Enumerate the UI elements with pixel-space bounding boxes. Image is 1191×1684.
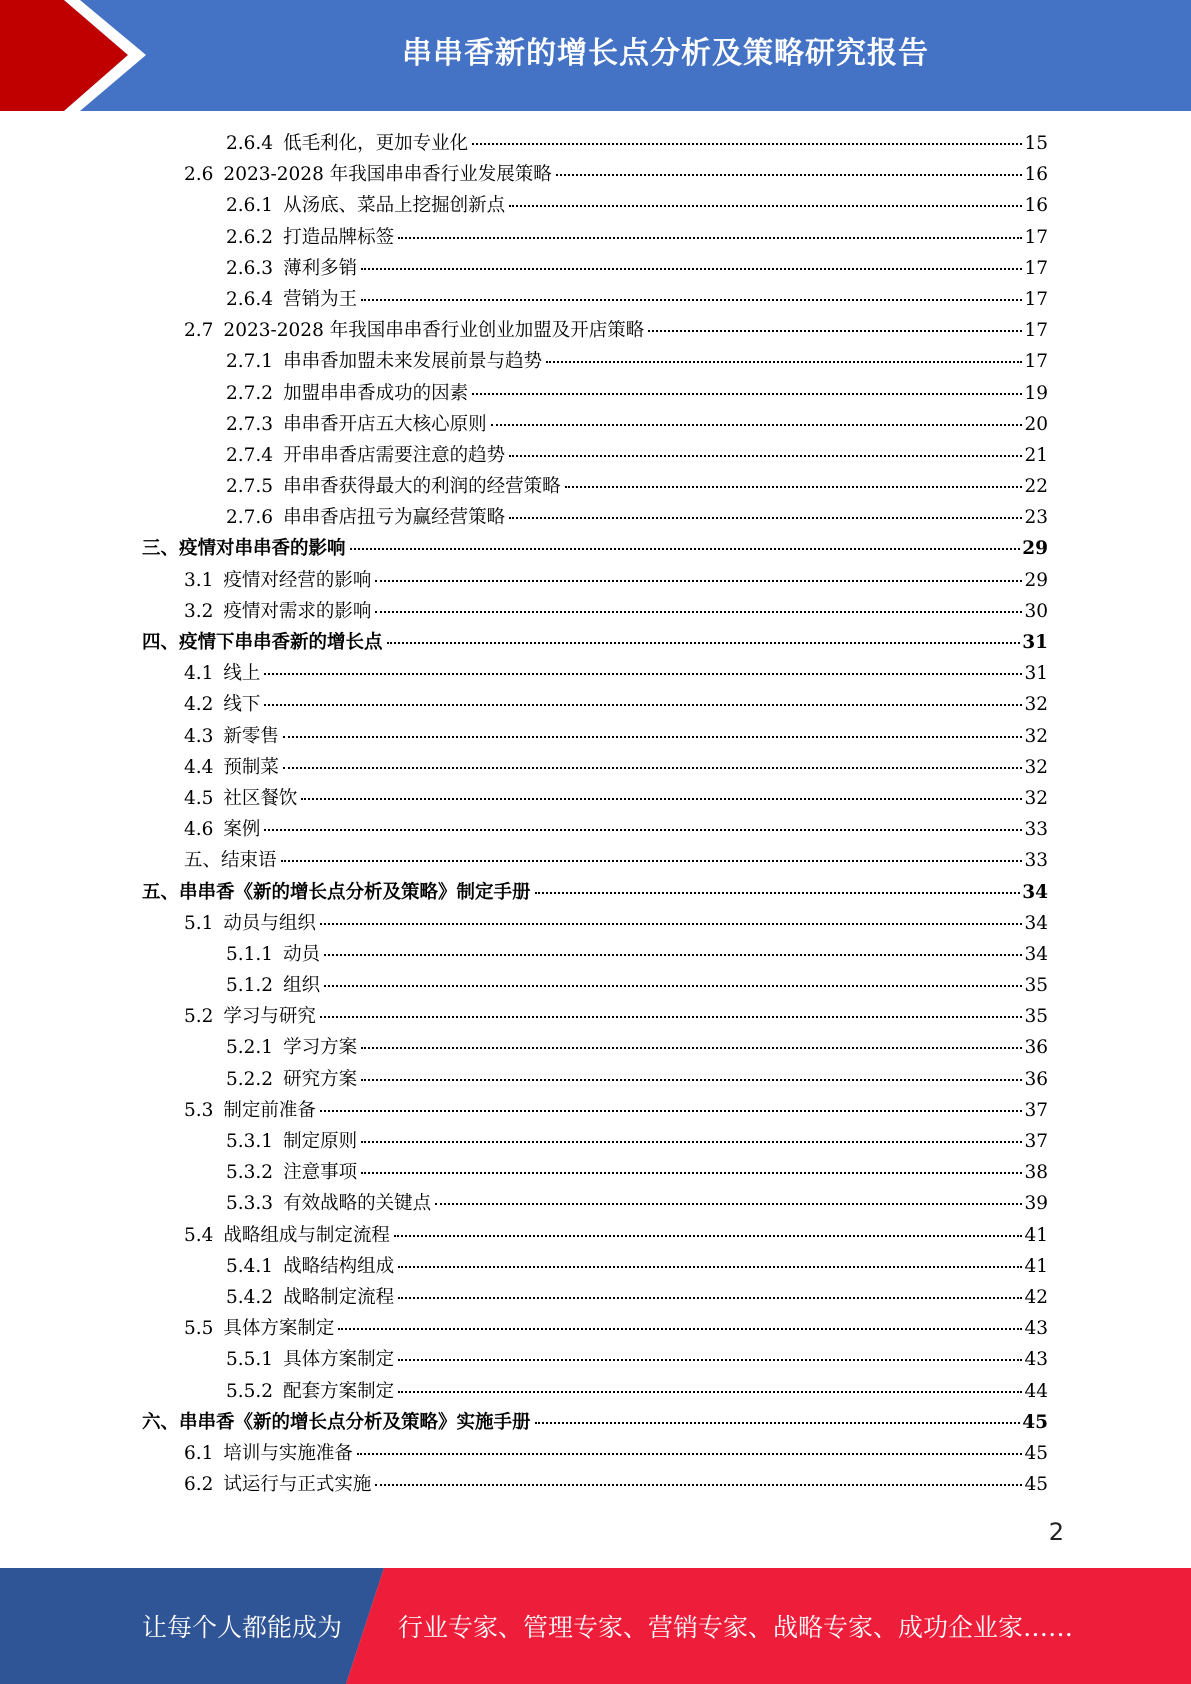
toc-entry-title: 营销为王 (283, 288, 358, 310)
toc-dot-leader (338, 1328, 1022, 1330)
toc-dot-leader (320, 1110, 1023, 1112)
toc-entry-page: 23 (1024, 507, 1048, 529)
toc-entry-page: 20 (1024, 413, 1048, 435)
toc-entry-number: 4.6 (184, 819, 214, 841)
toc-entry[interactable] (142, 346, 1048, 377)
toc-dot-leader (509, 455, 1022, 457)
toc-entry-number: 4.2 (184, 694, 214, 716)
toc-entry-number: 2.7.6 (226, 507, 274, 529)
toc-entry-number: 5.5.1 (226, 1349, 274, 1371)
toc-entry-title: 线上 (223, 663, 261, 685)
toc-entry-page: 34 (1024, 912, 1048, 934)
toc-entry[interactable] (142, 1064, 1048, 1095)
toc-entry[interactable] (142, 1282, 1048, 1313)
toc-entry-title: 学习方案 (283, 1037, 358, 1059)
toc-entry-title: 制定原则 (283, 1131, 358, 1152)
toc-dot-leader (375, 611, 1022, 613)
toc-dot-leader (324, 954, 1022, 956)
toc-entry[interactable] (142, 128, 1048, 159)
toc-entry[interactable] (142, 689, 1048, 720)
toc-entry[interactable] (142, 378, 1048, 409)
toc-entry[interactable] (142, 939, 1048, 970)
toc-entry-page: 35 (1024, 1006, 1048, 1028)
toc-entry-number: 2.6.4 (226, 133, 274, 154)
toc-dot-leader (264, 829, 1022, 831)
toc-entry-number: 5.5.2 (226, 1380, 274, 1402)
toc-entry-title: 战略组成与制定流程 (223, 1224, 390, 1246)
toc-entry-number: 5.1.2 (226, 975, 274, 997)
toc-entry-page: 38 (1024, 1162, 1048, 1184)
toc-entry-page: 17 (1024, 257, 1048, 279)
toc-dot-leader (509, 205, 1022, 207)
toc-entry[interactable] (142, 658, 1048, 689)
footer-slogan-right: 行业专家、管理专家、营销专家、战略专家、成功企业家…… (398, 1613, 1074, 1642)
toc-entry-page: 37 (1024, 1099, 1048, 1121)
toc-dot-leader (546, 361, 1022, 363)
toc-entry[interactable] (142, 190, 1048, 221)
toc-entry-page: 32 (1024, 787, 1048, 809)
toc-entry-title: 六、串串香《新的增长点分析及策略》实施手册 (142, 1411, 531, 1433)
toc-dot-leader (648, 330, 1022, 332)
toc-entry-title: 具体方案制定 (283, 1349, 395, 1371)
page-footer (0, 1568, 1191, 1684)
toc-entry[interactable] (142, 1220, 1048, 1251)
toc-entry[interactable] (142, 440, 1048, 471)
toc-entry-page: 41 (1024, 1255, 1048, 1277)
toc-entry-number: 5.3.3 (226, 1193, 274, 1215)
toc-entry-title: 串串香加盟未来发展前景与趋势 (283, 351, 543, 373)
toc-entry-page: 33 (1024, 850, 1048, 872)
toc-entry[interactable] (142, 1438, 1048, 1469)
toc-entry[interactable] (142, 721, 1048, 752)
toc-entry[interactable] (142, 877, 1048, 908)
toc-dot-leader (264, 673, 1022, 675)
footer-slogan-left: 让每个人都能成为 (142, 1613, 343, 1642)
toc-entry[interactable] (142, 471, 1048, 502)
toc-entry[interactable] (142, 1376, 1048, 1407)
page-header (0, 0, 1191, 111)
toc-entry-page: 41 (1024, 1224, 1048, 1246)
toc-dot-leader (264, 704, 1022, 706)
toc-entry[interactable] (142, 970, 1048, 1001)
toc-entry-number: 5.3.1 (226, 1131, 274, 1152)
toc-entry-page: 22 (1024, 476, 1048, 498)
toc-entry-title: 动员与组织 (223, 912, 316, 934)
toc-entry-page: 31 (1024, 663, 1048, 685)
toc-entry-title: 培训与实施准备 (223, 1442, 353, 1464)
toc-entry-page: 19 (1024, 382, 1048, 404)
toc-dot-leader (320, 923, 1023, 925)
toc-entry-number: 2.6.1 (226, 195, 274, 217)
toc-dot-leader (398, 1266, 1022, 1268)
toc-entry[interactable] (142, 1313, 1048, 1344)
toc-entry-title: 薄利多销 (283, 257, 358, 279)
toc-entry[interactable] (142, 565, 1048, 596)
toc-entry[interactable] (142, 908, 1048, 939)
toc-entry-page: 15 (1024, 133, 1048, 154)
toc-entry-title: 配套方案制定 (283, 1380, 395, 1402)
toc-entry-number: 5.5 (184, 1318, 214, 1340)
toc-entry-title: 制定前准备 (223, 1099, 316, 1121)
toc-entry-title: 五、结束语 (184, 850, 277, 872)
toc-entry-number: 3.1 (184, 569, 214, 591)
toc-entry-page: 44 (1024, 1380, 1048, 1402)
toc-entry[interactable] (142, 284, 1048, 315)
toc-entry-number: 3.2 (184, 600, 214, 622)
toc-entry-number: 2.6.4 (226, 288, 274, 310)
toc-entry-page: 43 (1024, 1349, 1048, 1371)
toc-dot-leader (491, 424, 1023, 426)
toc-dot-leader (324, 985, 1022, 987)
toc-entry-number: 5.1 (184, 912, 214, 934)
toc-entry-title: 战略制定流程 (283, 1286, 395, 1308)
toc-entry[interactable] (142, 1095, 1048, 1126)
toc-entry[interactable] (142, 533, 1048, 564)
toc-dot-leader (435, 1203, 1022, 1205)
toc-entry-title: 组织 (283, 975, 321, 997)
toc-entry-number: 6.2 (184, 1474, 214, 1496)
toc-dot-leader (375, 580, 1022, 582)
toc-entry-number: 4.5 (184, 787, 214, 809)
toc-entry-title: 社区餐饮 (223, 787, 298, 809)
toc-entry-page: 34 (1024, 943, 1048, 965)
toc-dot-leader (535, 1422, 1021, 1424)
toc-entry[interactable] (142, 1157, 1048, 1188)
toc-entry-title: 研究方案 (283, 1068, 358, 1090)
toc-entry-page: 17 (1024, 288, 1048, 310)
toc-entry-number: 2.7.2 (226, 382, 274, 404)
toc-entry-title: 具体方案制定 (223, 1318, 335, 1340)
toc-entry-number: 4.4 (184, 756, 214, 778)
toc-entry-title: 打造品牌标签 (283, 226, 395, 248)
toc-entry-page: 16 (1024, 195, 1048, 217)
toc-entry-page: 35 (1024, 975, 1048, 997)
toc-entry-title: 学习与研究 (223, 1006, 316, 1028)
toc-entry-page: 42 (1024, 1286, 1048, 1308)
toc-entry-title: 试运行与正式实施 (223, 1474, 372, 1496)
toc-entry-title: 疫情对经营的影响 (223, 569, 372, 591)
toc-entry-title: 五、串串香《新的增长点分析及策略》制定手册 (142, 881, 531, 903)
toc-dot-leader (301, 798, 1022, 800)
toc-entry-page: 36 (1024, 1068, 1048, 1090)
toc-entry-title: 注意事项 (283, 1162, 358, 1184)
toc-entry[interactable] (142, 596, 1048, 627)
toc-dot-leader (535, 892, 1021, 894)
toc-entry[interactable] (142, 627, 1048, 658)
toc-entry-title: 2023-2028 年我国串串香行业创业加盟及开店策略 (223, 320, 645, 342)
toc-entry[interactable] (142, 1032, 1048, 1063)
toc-entry-page: 45 (1024, 1474, 1048, 1496)
toc-dot-leader (361, 1141, 1022, 1143)
toc-entry[interactable] (142, 1407, 1048, 1438)
toc-entry-number: 5.1.1 (226, 943, 274, 965)
toc-dot-leader (565, 486, 1023, 488)
toc-entry[interactable] (142, 1251, 1048, 1282)
toc-entry-number: 2.6.2 (226, 226, 274, 248)
toc-entry-page: 17 (1024, 320, 1048, 342)
toc-entry-title: 串串香获得最大的利润的经营策略 (283, 476, 561, 498)
toc-dot-leader (398, 1391, 1022, 1393)
toc-entry-page: 29 (1022, 538, 1048, 560)
toc-entry-number: 5.4.2 (226, 1286, 274, 1308)
toc-entry[interactable] (142, 159, 1048, 190)
toc-entry-number: 4.1 (184, 663, 214, 685)
toc-entry[interactable] (142, 845, 1048, 876)
toc-entry-number: 5.4.1 (226, 1255, 274, 1277)
toc-dot-leader (387, 642, 1021, 644)
toc-dot-leader (283, 736, 1023, 738)
toc-entry-page: 45 (1022, 1411, 1048, 1433)
toc-dot-leader (472, 393, 1022, 395)
toc-entry-title: 线下 (223, 694, 261, 716)
page-number: 2 (1048, 1518, 1064, 1546)
toc-entry-number: 2.7 (184, 320, 214, 342)
toc-entry-title: 疫情对需求的影响 (223, 600, 372, 622)
toc-entry[interactable] (142, 1344, 1048, 1375)
toc-entry[interactable] (142, 783, 1048, 814)
toc-entry[interactable] (142, 222, 1048, 253)
toc-entry-title: 战略结构组成 (283, 1255, 395, 1277)
toc-entry-number: 5.2.1 (226, 1037, 274, 1059)
toc-entry-title: 从汤底、菜品上挖掘创新点 (283, 195, 506, 217)
toc-dot-leader (350, 548, 1021, 550)
toc-dot-leader (320, 1016, 1023, 1018)
toc-dot-leader (361, 1047, 1022, 1049)
toc-entry-page: 34 (1022, 881, 1048, 903)
toc-entry-page: 36 (1024, 1037, 1048, 1059)
toc-entry[interactable] (142, 253, 1048, 284)
toc-entry-title: 串串香店扭亏为赢经营策略 (283, 507, 506, 529)
toc-entry[interactable] (142, 1126, 1048, 1157)
toc-entry-page: 32 (1024, 694, 1048, 716)
toc-entry-title: 动员 (283, 943, 321, 965)
toc-entry-page: 32 (1024, 756, 1048, 778)
toc-entry-number: 5.4 (184, 1224, 214, 1246)
toc-dot-leader (398, 1359, 1022, 1361)
toc-entry-page: 31 (1022, 632, 1048, 653)
toc-entry-number: 2.7.5 (226, 476, 274, 498)
toc-entry-number: 2.7.4 (226, 444, 274, 466)
toc-entry-number: 5.3 (184, 1099, 214, 1121)
toc-entry-page: 45 (1024, 1442, 1048, 1464)
toc-entry[interactable] (142, 814, 1048, 845)
toc-entry-page: 30 (1024, 600, 1048, 622)
toc-entry-title: 四、疫情下串串香新的增长点 (142, 632, 383, 653)
toc-entry[interactable] (142, 752, 1048, 783)
toc-dot-leader (398, 1297, 1022, 1299)
toc-entry-page: 39 (1024, 1193, 1048, 1215)
toc-entry-number: 2.6 (184, 164, 214, 186)
toc-entry[interactable] (142, 1001, 1048, 1032)
toc-entry-page: 37 (1024, 1131, 1048, 1152)
toc-dot-leader (361, 1172, 1022, 1174)
toc-dot-leader (361, 268, 1022, 270)
toc-entry-title: 有效战略的关键点 (283, 1193, 432, 1215)
toc-entry-title: 三、疫情对串串香的影响 (142, 538, 346, 560)
toc-entry-title: 串串香开店五大核心原则 (283, 413, 487, 435)
toc-entry-page: 32 (1024, 725, 1048, 747)
toc-entry-number: 2.7.3 (226, 413, 274, 435)
toc-dot-leader (556, 174, 1023, 176)
toc-entry-title: 开串串香店需要注意的趋势 (283, 444, 506, 466)
toc-entry-page: 17 (1024, 351, 1048, 373)
toc-dot-leader (361, 1079, 1022, 1081)
toc-dot-leader (398, 237, 1022, 239)
toc-dot-leader (394, 1235, 1023, 1237)
toc-entry-title: 案例 (223, 819, 261, 841)
toc-entry[interactable] (142, 409, 1048, 440)
toc-entry-number: 5.2 (184, 1006, 214, 1028)
toc-entry-title: 2023-2028 年我国串串香行业发展策略 (223, 164, 552, 186)
toc-entry-number: 5.3.2 (226, 1162, 274, 1184)
toc-dot-leader (361, 299, 1022, 301)
toc-dot-leader (509, 517, 1022, 519)
table-of-contents (142, 128, 1048, 1500)
toc-entry-page: 33 (1024, 819, 1048, 841)
toc-entry-title: 加盟串串香成功的因素 (283, 382, 469, 404)
toc-dot-leader (472, 143, 1022, 145)
toc-dot-leader (281, 860, 1023, 862)
toc-entry[interactable] (142, 502, 1048, 533)
toc-dot-leader (357, 1453, 1023, 1455)
toc-entry[interactable] (142, 1188, 1048, 1219)
toc-entry-title: 低毛利化，更加专业化 (283, 133, 469, 154)
toc-dot-leader (375, 1484, 1022, 1486)
toc-entry-number: 5.2.2 (226, 1068, 274, 1090)
toc-entry-page: 17 (1024, 226, 1048, 248)
toc-entry-page: 29 (1024, 569, 1048, 591)
toc-entry-page: 16 (1024, 164, 1048, 186)
toc-entry[interactable] (142, 315, 1048, 346)
toc-entry-number: 4.3 (184, 725, 214, 747)
toc-dot-leader (283, 767, 1023, 769)
toc-entry-number: 2.7.1 (226, 351, 274, 373)
toc-entry-page: 43 (1024, 1318, 1048, 1340)
header-title: 串串香新的增长点分析及策略研究报告 (402, 36, 929, 71)
toc-entry[interactable] (142, 1469, 1048, 1500)
toc-entry-title: 预制菜 (223, 756, 279, 778)
toc-entry-page: 21 (1024, 444, 1048, 466)
toc-entry-number: 6.1 (184, 1442, 214, 1464)
toc-entry-number: 2.6.3 (226, 257, 274, 279)
toc-entry-title: 新零售 (223, 725, 279, 747)
